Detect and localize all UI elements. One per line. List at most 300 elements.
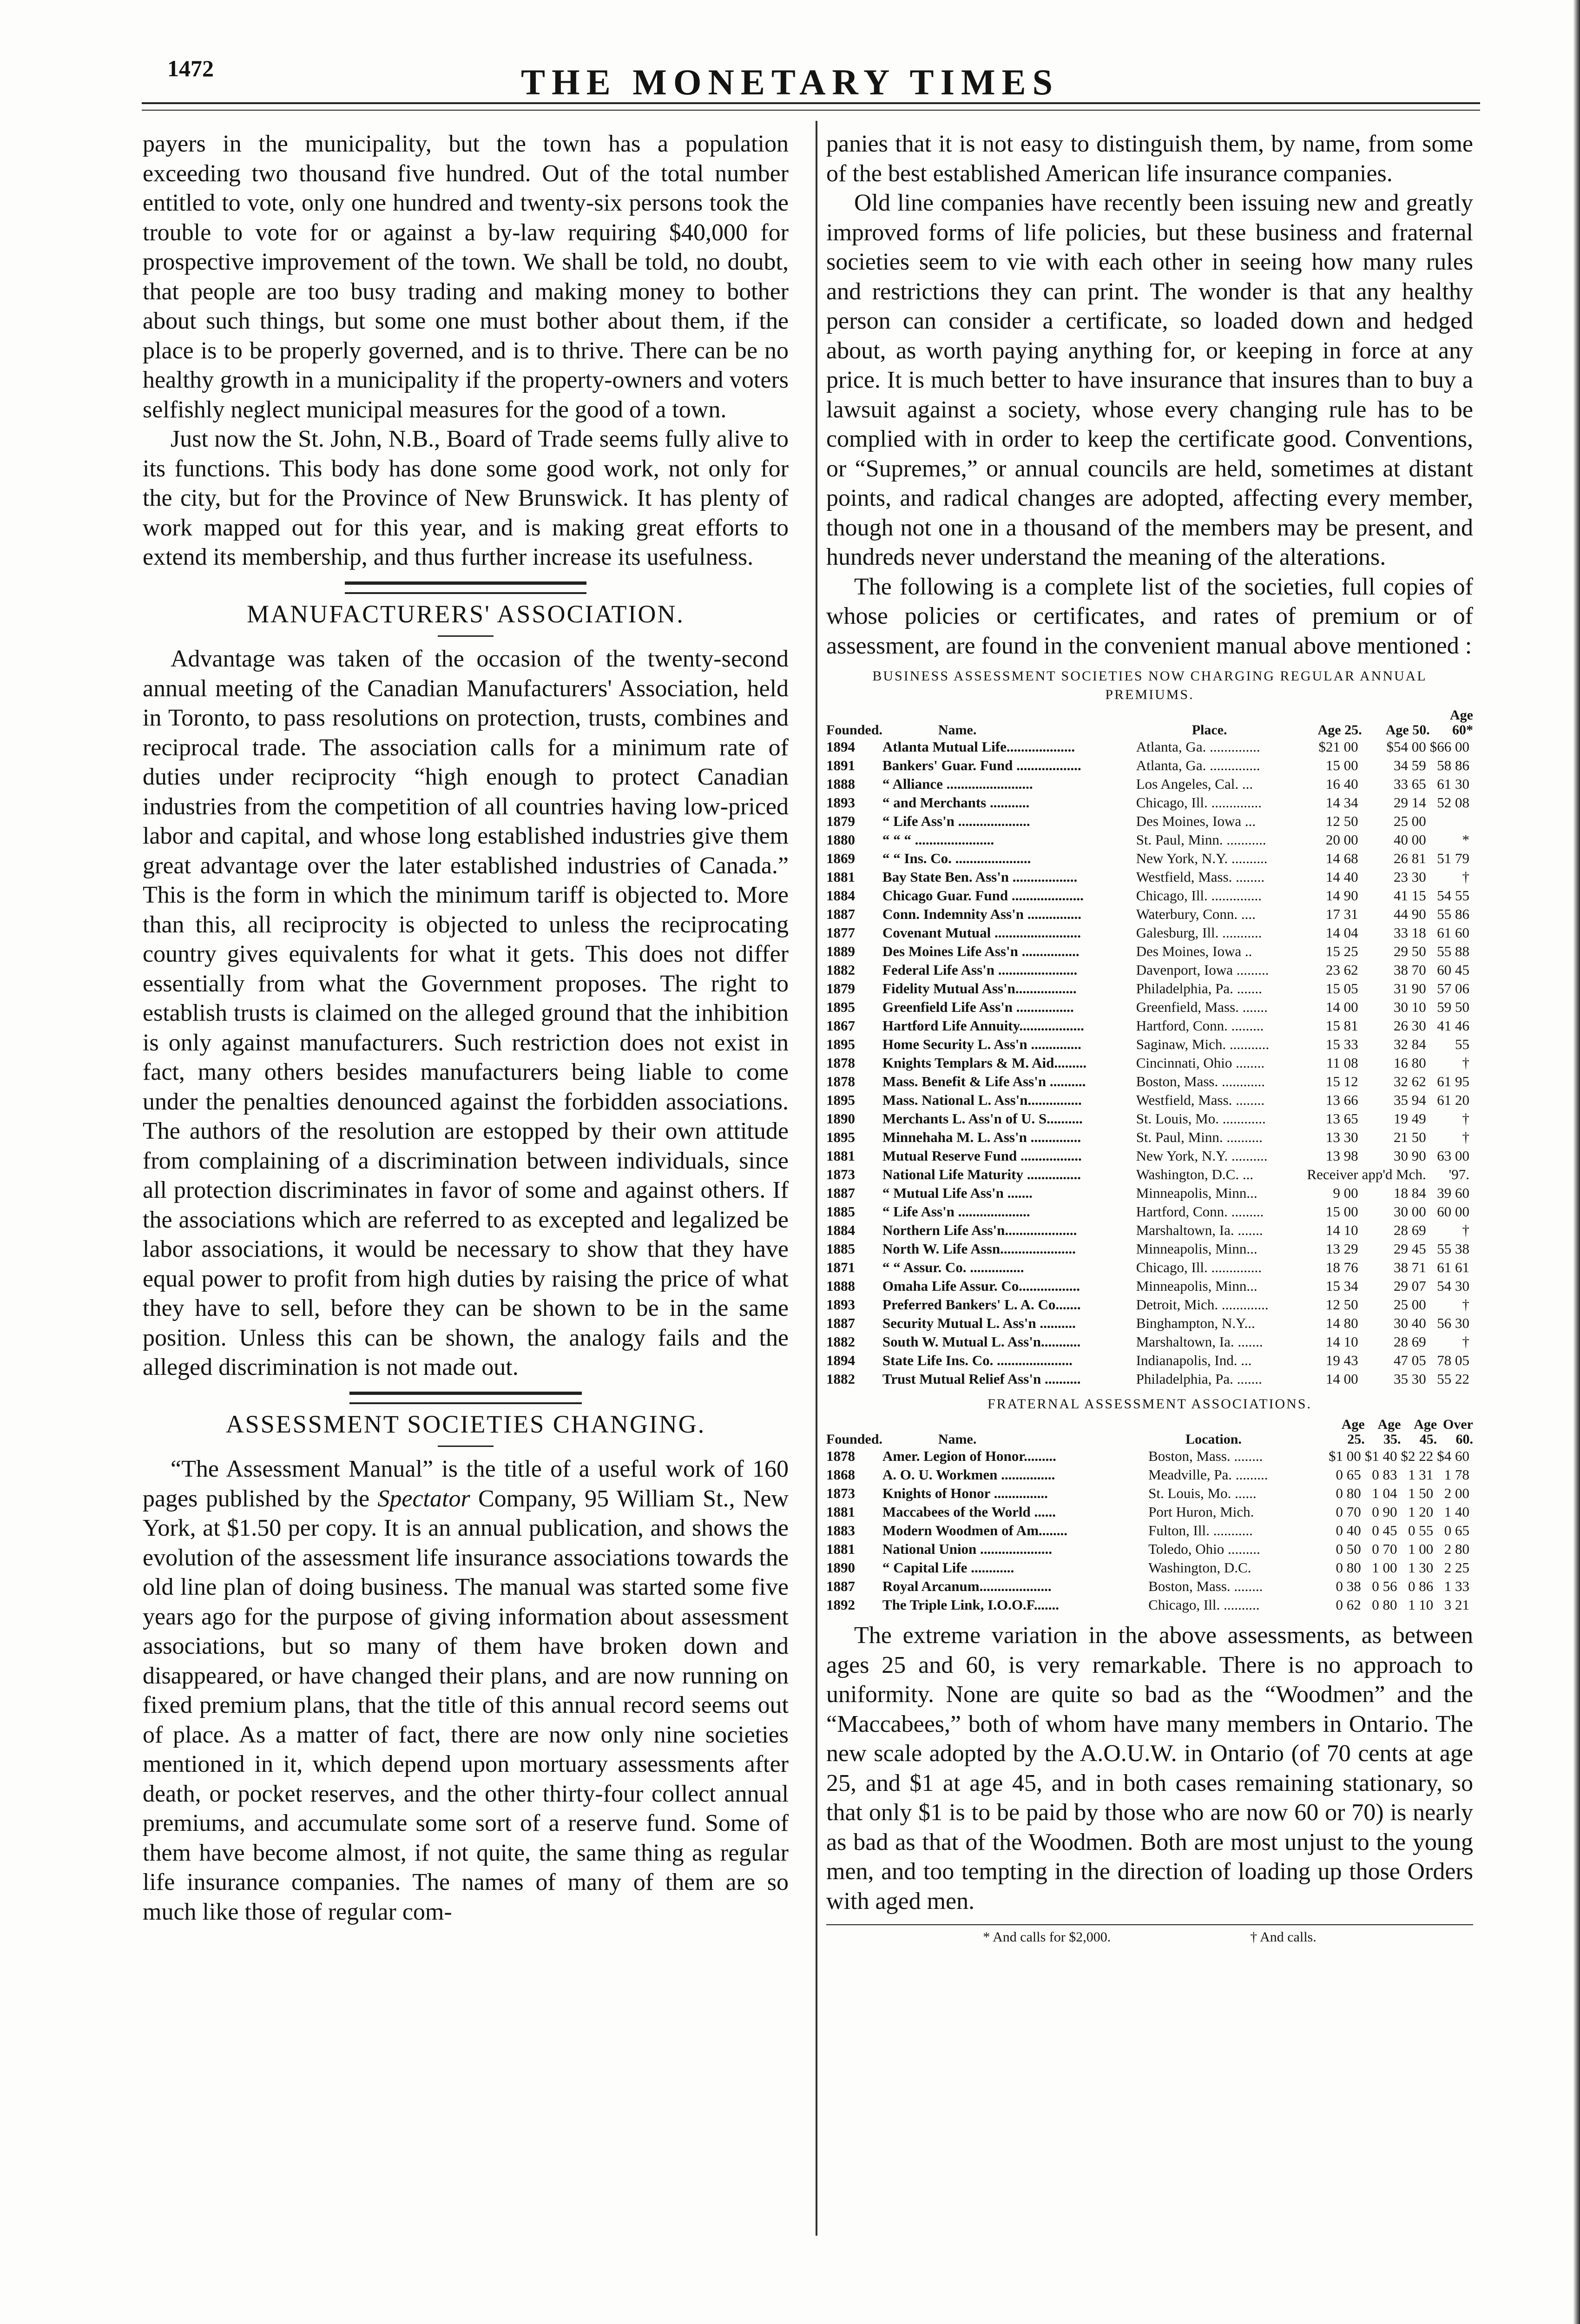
table-row [826, 1202, 1473, 1221]
founded-cell: 1882 [826, 962, 855, 978]
name-cell: Mass. National L. Ass'n............... [882, 1092, 1082, 1108]
age60-cell: 52 08 [1437, 794, 1469, 811]
name-cell: Home Security L. Ass'n .............. [882, 1036, 1081, 1052]
age25-cell: 0 70 [1336, 1504, 1361, 1520]
table-row [826, 1503, 1473, 1521]
founded-cell: 1891 [826, 757, 855, 773]
table-row [826, 1147, 1473, 1165]
founded-cell: 1869 [826, 850, 855, 866]
age25-cell: 14 68 [1325, 850, 1358, 866]
age60-cell: † [1462, 1055, 1469, 1071]
place-cell: Greenfield, Mass. ....... [1136, 999, 1268, 1015]
age50-cell: 38 70 [1394, 962, 1426, 978]
age50-cell: 32 62 [1394, 1073, 1426, 1089]
place-cell: Hartford, Conn. ......... [1136, 1017, 1264, 1034]
age25-cell: 0 80 [1336, 1485, 1361, 1501]
name-cell: Bankers' Guar. Fund .................. [882, 757, 1081, 773]
founded-cell: 1882 [826, 1334, 855, 1350]
age25-cell: 12 50 [1325, 1296, 1358, 1313]
founded-cell: 1887 [826, 1315, 855, 1331]
age25-cell: 0 38 [1336, 1578, 1361, 1594]
location-cell: Port Huron, Mich. [1148, 1504, 1254, 1520]
section-rule [345, 581, 586, 594]
table-row [826, 831, 1473, 849]
age50-cell: 34 59 [1394, 757, 1426, 773]
fraternal-associations-table [826, 1417, 1473, 1614]
age50-cell: 28 69 [1394, 1222, 1426, 1238]
location-cell: Boston, Mass. ........ [1148, 1578, 1263, 1594]
age50-cell: 30 90 [1394, 1148, 1426, 1164]
name-cell: A. O. U. Workmen ............... [882, 1466, 1055, 1483]
name-cell: National Life Maturity ............... [882, 1166, 1081, 1182]
table-row [826, 1128, 1473, 1147]
founded-cell: 1878 [826, 1055, 855, 1071]
age25-cell: 14 10 [1325, 1222, 1358, 1238]
founded-cell: 1895 [826, 1092, 855, 1108]
age50-cell: 40 00 [1394, 832, 1426, 848]
founded-cell: 1885 [826, 1203, 855, 1220]
table-row [826, 1184, 1473, 1202]
business-societies-table [826, 708, 1473, 1388]
table-row [826, 1017, 1473, 1035]
founded-cell: 1888 [826, 776, 855, 792]
age60-cell [1430, 812, 1473, 831]
age45-cell: 1 50 [1408, 1485, 1434, 1501]
age25-cell: 0 65 [1336, 1466, 1361, 1483]
over60-cell: 1 33 [1444, 1578, 1469, 1594]
table-row [826, 849, 1473, 868]
table-row [826, 1447, 1473, 1466]
age25-cell: 16 40 [1325, 776, 1358, 792]
age50-cell: 31 90 [1394, 980, 1426, 997]
table-row [826, 905, 1473, 924]
age25-cell: 13 66 [1325, 1092, 1358, 1108]
location-cell: Meadville, Pa. ......... [1148, 1466, 1268, 1483]
place-cell: Atlanta, Ga. .............. [1136, 739, 1260, 755]
name-cell: Atlanta Mutual Life................... [882, 739, 1075, 755]
age60-cell: 55 86 [1437, 906, 1469, 922]
age25-cell: 17 31 [1325, 906, 1358, 922]
age60-cell: 58 86 [1437, 757, 1469, 773]
founded-cell: 1877 [826, 924, 855, 941]
founded-cell: 1882 [826, 1371, 855, 1387]
table-row [826, 1091, 1473, 1109]
name-cell: Fidelity Mutual Ass'n................. [882, 980, 1077, 997]
table-row [826, 1351, 1473, 1370]
name-cell: Mutual Reserve Fund ................. [882, 1148, 1082, 1164]
place-cell: Boston, Mass. ............ [1136, 1073, 1265, 1089]
age50-cell: 29 14 [1394, 794, 1426, 811]
column-divider [816, 121, 817, 2236]
table-row [826, 1165, 1473, 1184]
over60-cell: 3 21 [1444, 1597, 1469, 1613]
founded-cell: 1890 [826, 1110, 855, 1127]
name-cell: State Life Ins. Co. ..................... [882, 1352, 1073, 1368]
age25-cell: 14 34 [1325, 794, 1358, 811]
name-cell: Security Mutual L. Ass'n .......... [882, 1315, 1076, 1331]
table-row [826, 1577, 1473, 1596]
table-row [826, 793, 1473, 812]
name-cell: National Union .................... [882, 1541, 1053, 1557]
table-header-row: Founded. Name. Location. Age 25. Age 35. Age 45. Over 60. [826, 1417, 1473, 1447]
age25-cell: 15 00 [1325, 757, 1358, 773]
founded-cell: 1887 [826, 1185, 855, 1201]
name-cell: Merchants L. Ass'n of U. S.......... [882, 1110, 1083, 1127]
name-cell: “ “ “ ...................... [882, 832, 994, 848]
place-cell: Chicago, Ill. .............. [1136, 1259, 1262, 1275]
age45-cell: $2 22 [1401, 1448, 1434, 1464]
over60-cell: 1 78 [1444, 1466, 1469, 1483]
founded-cell: 1893 [826, 794, 855, 811]
age25-cell: 14 40 [1325, 869, 1358, 885]
table-row [826, 1295, 1473, 1314]
place-cell: Westfield, Mass. ........ [1136, 1092, 1265, 1108]
name-cell: “ Life Ass'n .................... [882, 813, 1030, 829]
age25-cell: 14 90 [1325, 887, 1358, 904]
age60-cell: 55 22 [1437, 1371, 1469, 1387]
age35-cell: $1 40 [1364, 1448, 1397, 1464]
table-row [826, 961, 1473, 979]
table-row [826, 1333, 1473, 1351]
age25-cell: 19 43 [1325, 1352, 1358, 1368]
age60-cell: 55 38 [1437, 1241, 1469, 1257]
founded-cell: 1868 [826, 1466, 855, 1483]
stjohn-paragraph: Just now the St. John, N.B., Board of Trade seems fully alive to its functions. This body has done some good work, not only for the city, but for the Province of New Brunswick. It has plenty of work mapped out for this year, and is making great efforts to extend its membership, and thus further increase its usefulness. [143, 426, 789, 570]
age25-cell: 14 80 [1325, 1315, 1358, 1331]
name-cell: “ Alliance ........................ [882, 776, 1033, 792]
age25-cell: 23 62 [1325, 962, 1358, 978]
place-cell: Indianapolis, Ind. ... [1136, 1352, 1252, 1368]
age60-cell: † [1462, 869, 1469, 885]
name-cell: Knights of Honor ............... [882, 1485, 1048, 1501]
name-cell: Minnehaha M. L. Ass'n .............. [882, 1129, 1081, 1145]
age25-cell: 14 10 [1325, 1334, 1358, 1350]
age25-cell: 0 80 [1336, 1559, 1361, 1576]
age35-cell: 0 80 [1372, 1597, 1397, 1613]
founded-cell: 1880 [826, 832, 855, 848]
name-cell: “ and Merchants ........... [882, 794, 1030, 811]
location-cell: St. Louis, Mo. ...... [1148, 1485, 1257, 1501]
age45-cell: 1 30 [1408, 1559, 1434, 1576]
table-row [826, 775, 1473, 793]
age60-cell: 61 30 [1437, 776, 1469, 792]
founded-cell: 1883 [826, 1522, 855, 1538]
age60-cell: '97. [1448, 1166, 1469, 1182]
age50-cell: 21 50 [1394, 1129, 1426, 1145]
age50-cell: 25 00 [1394, 813, 1426, 829]
table-row [826, 738, 1473, 756]
name-cell: Des Moines Life Ass'n ................ [882, 943, 1080, 959]
age35-cell: 0 83 [1372, 1466, 1397, 1483]
age50-cell: 33 18 [1394, 924, 1426, 941]
age60-cell: 55 [1455, 1036, 1469, 1052]
founded-cell: 1895 [826, 999, 855, 1015]
age50-cell: 29 45 [1394, 1241, 1426, 1257]
spectator-title: Spectator [377, 1485, 470, 1512]
age45-cell: 1 10 [1408, 1597, 1434, 1613]
age60-cell: † [1462, 1222, 1469, 1238]
founded-cell: 1879 [826, 813, 855, 829]
age25-cell: 20 00 [1325, 832, 1358, 848]
age50-cell: 26 30 [1394, 1017, 1426, 1034]
place-cell: Atlanta, Ga. .............. [1136, 757, 1260, 773]
age25-cell: 15 05 [1325, 980, 1358, 997]
age60-cell: 60 45 [1437, 962, 1469, 978]
age25-cell: 14 04 [1325, 924, 1358, 941]
age60-cell: 39 60 [1437, 1185, 1469, 1201]
age60-cell: † [1462, 1129, 1469, 1145]
name-cell: Mass. Benefit & Life Ass'n .......... [882, 1073, 1086, 1089]
founded-cell: 1878 [826, 1448, 855, 1464]
table-row [826, 1558, 1473, 1577]
age25-cell: 12 50 [1325, 813, 1358, 829]
age60-cell: 63 00 [1437, 1148, 1469, 1164]
founded-cell: 1887 [826, 1578, 855, 1594]
age25-cell: 15 12 [1325, 1073, 1358, 1089]
name-cell: Preferred Bankers' L. A. Co....... [882, 1296, 1081, 1313]
age50-cell: $54 00 [1386, 739, 1426, 755]
left-column [143, 129, 789, 1927]
age50-cell: 29 50 [1394, 943, 1426, 959]
age25-cell: 15 00 [1325, 1203, 1358, 1220]
table-row [826, 1221, 1473, 1240]
founded-cell: 1887 [826, 906, 855, 922]
name-cell: Trust Mutual Relief Ass'n .......... [882, 1371, 1081, 1387]
place-cell: Detroit, Mich. ............. [1136, 1296, 1269, 1313]
location-cell: Boston, Mass. ........ [1148, 1448, 1263, 1464]
founded-cell: 1871 [826, 1259, 855, 1275]
right-column [826, 129, 1473, 1947]
founded-cell: 1885 [826, 1241, 855, 1257]
age60-cell: * [1462, 832, 1469, 848]
name-cell: “ Capital Life ............ [882, 1559, 1014, 1576]
place-cell: Des Moines, Iowa .. [1136, 943, 1252, 959]
place-cell: Waterbury, Conn. .... [1136, 906, 1256, 922]
name-cell: Federal Life Ass'n ...................... [882, 962, 1078, 978]
masthead-rule [142, 102, 1480, 104]
age60-cell: 61 20 [1437, 1092, 1469, 1108]
age60-cell: 55 88 [1437, 943, 1469, 959]
age60-cell: † [1462, 1296, 1469, 1313]
table-row [826, 886, 1473, 905]
age60-cell: 59 50 [1437, 999, 1469, 1015]
place-cell: New York, N.Y. .......... [1136, 1148, 1268, 1164]
age50-cell: 47 05 [1394, 1352, 1426, 1368]
founded-cell: 1879 [826, 980, 855, 997]
age60-cell: 57 06 [1437, 980, 1469, 997]
old-line-paragraph: Old line companies have recently been issuing new and greatly improved forms of life policies, but these business and fraternal societies seem to vie with each other in seeing how many rules and restrictions they can print. The wonder is that any healthy person can consider a certificate, so loaded down and hedged about, as worth paying anything for, or keeping in force at any price. It is much better to have insurance that insures than to buy a lawsuit against a society, whose every changing rule has to be complied with in order to keep the certificate good. Conventions, or “Supremes,” or annual councils are held, sometimes at distant points, and radical changes are adopted, affecting every member, though not one in a thousand of the members may be present, and hundreds never understand the meaning of the alterations. [826, 190, 1473, 570]
age50-cell: 18 84 [1394, 1185, 1426, 1201]
place-cell: Marshaltown, Ia. ....... [1136, 1334, 1263, 1350]
age60-cell: 54 55 [1437, 887, 1469, 904]
extreme-variation-paragraph: The extreme variation in the above assessments, as between ages 25 and 60, is very remarkable. There is no approach to uniformity. None are quite so bad as the “Woodmen” and the “Maccabees,” both of whom have many members in Ontario. The new scale adopted by the A.O.U.W. in Ontario (of 70 cents at age 25, and $1 at age 45, and in both cases remaining stationary, so that only $1 is to be paid by those who are now 60 or 70) is nearly as bad as that of the Woodmen. Both are most unjust to the young men, and too tempting in the direction of loading up those Orders with aged men. [826, 1622, 1473, 1915]
name-cell: Greenfield Life Ass'n ................ [882, 999, 1074, 1015]
intro-paragraph: payers in the municipality, but the town has a population exceeding two thousand five hundred. Out of the total number entitled to vote, only one hundred and twenty-six persons took the trouble to vote for or against a by-law requiring $40,000 for prospective improvement of the town. We shall be told, no doubt, that people are too busy trading and making money to bother about such things, but some one must bother about them, if the place is to be properly governed, and is to thrive. There can be no healthy growth in a municipality if the property-owners and voters selfishly neglect municipal measures for the good of a town. [143, 131, 789, 423]
founded-cell: 1881 [826, 1148, 855, 1164]
founded-cell: 1884 [826, 887, 855, 904]
age25-cell: $1 00 [1329, 1448, 1361, 1464]
location-cell: Chicago, Ill. .......... [1148, 1597, 1260, 1613]
page-number: 1472 [167, 55, 214, 81]
age50-cell: 35 30 [1394, 1371, 1426, 1387]
place-cell: Westfield, Mass. ........ [1136, 869, 1265, 885]
founded-cell: 1889 [826, 943, 855, 959]
age25-cell: 11 08 [1326, 1055, 1358, 1071]
founded-cell: 1867 [826, 1017, 855, 1034]
age35-cell: 1 00 [1372, 1559, 1397, 1576]
age50-cell: 16 80 [1394, 1055, 1426, 1071]
table-row [826, 868, 1473, 886]
age50-cell: app'd Mch. [1362, 1166, 1426, 1182]
place-cell: Des Moines, Iowa ... [1136, 813, 1256, 829]
assessment-paragraph: “The Assessment Manual” is the title of a useful work of 160 pages published by the Spectator Company, 95 William St., New York, at $1.50 per copy. It is an annual publication, and shows the evolution of the assessment life insurance associations towards the old line plan of doing business. The manual was started some five years ago for the purpose of giving information about assessment associations, but so many of them have broken down and disappeared, or have changed their plans, and are now running on fixed premium plans, that the title of this annual record seems out of place. As a matter of fact, there are now only nine societies mentioned in it, which depend upon mortuary assessments after death, or pocket reserves, and the other thirty-four collect annual premiums, and accumulate some sort of a reserve fund. Some of them have become almost, if not quite, the same thing as regular life insurance companies. The names of many of them are so much like those of regular com- [143, 1456, 789, 1925]
continued-paragraph: panies that it is not easy to distinguish them, by name, from some of the best established American life insurance companies. [826, 131, 1473, 187]
founded-cell: 1873 [826, 1166, 855, 1182]
age60-cell: 61 60 [1437, 924, 1469, 941]
manufacturers-heading: MANUFACTURERS' ASSOCIATION. [247, 600, 685, 628]
age35-cell: 0 56 [1372, 1578, 1397, 1594]
over60-cell: 0 65 [1444, 1522, 1469, 1538]
over60-cell: 2 25 [1444, 1559, 1469, 1576]
age50-cell: 19 49 [1394, 1110, 1426, 1127]
place-cell: Minneapolis, Minn... [1136, 1241, 1257, 1257]
age45-cell: 0 55 [1408, 1522, 1434, 1538]
founded-cell: 1894 [826, 1352, 855, 1368]
age50-cell: 44 90 [1394, 906, 1426, 922]
age60-cell: 61 95 [1437, 1073, 1469, 1089]
section-rule [349, 1392, 582, 1404]
age25-cell: 13 98 [1325, 1148, 1358, 1164]
footnote-star: * And calls for $2,000. [983, 1929, 1111, 1945]
age25-cell: 15 33 [1325, 1036, 1358, 1052]
table-row [826, 1035, 1473, 1054]
age50-cell: 25 00 [1394, 1296, 1426, 1313]
name-cell: Omaha Life Assur. Co................. [882, 1278, 1080, 1294]
place-cell: Washington, D.C. ... [1136, 1166, 1254, 1182]
table-row [826, 1277, 1473, 1295]
founded-cell: 1873 [826, 1485, 855, 1501]
heading-underline [438, 1446, 494, 1447]
age25-cell: 9 00 [1333, 1185, 1358, 1201]
age60-cell: 60 00 [1437, 1203, 1469, 1220]
masthead-rule-thin [142, 110, 1480, 111]
table-row [826, 924, 1473, 942]
age35-cell: 0 90 [1372, 1504, 1397, 1520]
age50-cell: 38 71 [1394, 1259, 1426, 1275]
age60-cell: 61 61 [1437, 1259, 1469, 1275]
age50-cell: 41 15 [1394, 887, 1426, 904]
table-row [826, 1484, 1473, 1503]
age25-cell: 0 62 [1336, 1597, 1361, 1613]
name-cell: Amer. Legion of Honor......... [882, 1448, 1056, 1464]
name-cell: Royal Arcanum.................... [882, 1578, 1052, 1594]
place-cell: St. Paul, Minn. ........... [1136, 832, 1266, 848]
table-row [826, 1596, 1473, 1614]
age50-cell: 26 81 [1394, 850, 1426, 866]
place-cell: Philadelphia, Pa. ....... [1136, 1371, 1262, 1387]
name-cell: Northern Life Ass'n.................... [882, 1222, 1077, 1238]
age25-cell: 13 65 [1325, 1110, 1358, 1127]
table-row [826, 942, 1473, 961]
name-cell: North W. Life Assn..................... [882, 1241, 1076, 1257]
age45-cell: 1 20 [1408, 1504, 1434, 1520]
name-cell: South W. Mutual L. Ass'n........... [882, 1334, 1081, 1350]
table-row [826, 1072, 1473, 1091]
age35-cell: 0 45 [1372, 1522, 1397, 1538]
age25-cell: 14 00 [1325, 1371, 1358, 1387]
age50-cell: 33 65 [1394, 776, 1426, 792]
name-cell: Hartford Life Annuity.................. [882, 1017, 1084, 1034]
age25-cell: 0 50 [1336, 1541, 1361, 1557]
age50-cell: 30 10 [1394, 999, 1426, 1015]
age50-cell: 29 07 [1394, 1278, 1426, 1294]
location-cell: Toledo, Ohio ......... [1148, 1541, 1260, 1557]
age25-cell: 18 76 [1325, 1259, 1358, 1275]
founded-cell: 1894 [826, 739, 855, 755]
age60-cell: 41 46 [1437, 1017, 1469, 1034]
age50-cell: 23 30 [1394, 869, 1426, 885]
table-row [826, 1540, 1473, 1558]
founded-cell: 1893 [826, 1296, 855, 1313]
scan-edge-shadow [1573, 0, 1580, 2324]
age60-cell: 56 30 [1437, 1315, 1469, 1331]
table-row [826, 1466, 1473, 1484]
place-cell: Binghampton, N.Y... [1136, 1315, 1255, 1331]
age45-cell: 1 00 [1408, 1541, 1434, 1557]
age25-cell: 13 29 [1325, 1241, 1358, 1257]
name-cell: Covenant Mutual ........................ [882, 924, 1081, 941]
place-cell: Davenport, Iowa ......... [1136, 962, 1269, 978]
table-row [826, 812, 1473, 831]
age50-cell: 35 94 [1394, 1092, 1426, 1108]
age25-cell: 14 00 [1325, 999, 1358, 1015]
place-cell: New York, N.Y. .......... [1136, 850, 1268, 866]
over60-cell: 2 80 [1444, 1541, 1469, 1557]
founded-cell: 1881 [826, 1541, 855, 1557]
founded-cell: 1888 [826, 1278, 855, 1294]
place-cell: Minneapolis, Minn... [1136, 1185, 1257, 1201]
age25-cell: 15 81 [1325, 1017, 1358, 1034]
age60-cell: 51 79 [1437, 850, 1469, 866]
founded-cell: 1892 [826, 1597, 855, 1613]
place-cell: St. Paul, Minn. .......... [1136, 1129, 1263, 1145]
age35-cell: 1 04 [1372, 1485, 1397, 1501]
name-cell: “ “ Ins. Co. ..................... [882, 850, 1031, 866]
age60-cell: 54 30 [1437, 1278, 1469, 1294]
age25-cell: $21 00 [1318, 739, 1358, 755]
age50-cell: 30 40 [1394, 1315, 1426, 1331]
name-cell: The Triple Link, I.O.O.F....... [882, 1597, 1060, 1613]
table-row [826, 1240, 1473, 1258]
age25-cell: 15 34 [1325, 1278, 1358, 1294]
founded-cell: 1884 [826, 1222, 855, 1238]
table-row [826, 1521, 1473, 1540]
fraternal-table-caption: FRATERNAL ASSESSMENT ASSOCIATIONS. [988, 1396, 1312, 1412]
name-cell: Chicago Guar. Fund .................... [882, 887, 1084, 904]
founded-cell: 1881 [826, 1504, 855, 1520]
age25-cell: 15 25 [1325, 943, 1358, 959]
place-cell: Galesburg, Ill. ........... [1136, 924, 1262, 941]
place-cell: Minneapolis, Minn... [1136, 1278, 1257, 1294]
table-row [826, 1370, 1473, 1388]
footnote-dagger: † And calls. [1250, 1929, 1317, 1945]
name-cell: Conn. Indemnity Ass'n ............... [882, 906, 1081, 922]
age60-cell: † [1462, 1334, 1469, 1350]
table-row [826, 756, 1473, 775]
age25-cell: Receiver [1307, 1166, 1358, 1182]
name-cell: “ “ Assur. Co. ............... [882, 1259, 1024, 1275]
age50-cell: 32 84 [1394, 1036, 1426, 1052]
